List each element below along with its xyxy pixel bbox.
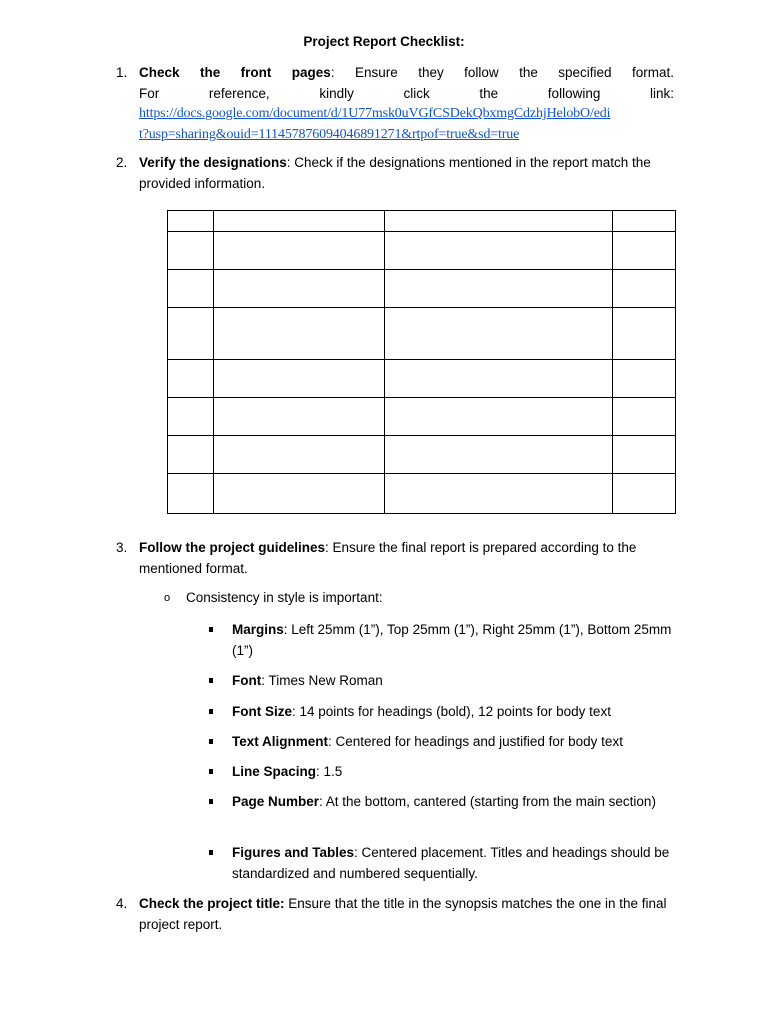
reference-link-continued[interactable]: t?usp=sharing&ouid=111457876094046891271&rtpof=true&sd=true [139,126,520,142]
item-text: : Ensure the final report is prepared according to the mentioned format. [139,540,637,576]
designations-table [167,210,676,514]
table-cell [385,436,613,474]
table-cell [385,308,613,360]
table-row [168,211,676,232]
square-bullet-icon [209,739,213,744]
table-cell [613,398,676,436]
sub-item-text: Consistency in style is important: [186,590,383,605]
table-cell [613,308,676,360]
square-bullet-icon [209,627,213,632]
bullet-text: : At the bottom, cantered (starting from the main section) [319,794,656,809]
square-bullet-icon [209,678,213,683]
table-cell [613,474,676,514]
table-cell [168,398,214,436]
table-cell [385,398,613,436]
bullet-text: : Centered placement. Titles and headings should be standardized and numbered sequentially. [232,845,670,881]
bullet-label: Text Alignment [232,734,329,749]
table-row [168,360,676,398]
item-number: 3. [116,540,128,555]
table-cell [385,232,613,270]
square-bullet-icon [209,769,213,774]
table-cell [613,232,676,270]
bullet-label: Figures and Tables [232,845,355,860]
item-heading: Follow the project guidelines [139,540,326,555]
table-cell [168,436,214,474]
table-cell [385,360,613,398]
table-cell [168,232,214,270]
table-cell [214,398,385,436]
bullet-text: : Left 25mm (1”), Top 25mm (1”), Right 25mm (1”), Bottom 25mm (1”) [232,622,672,658]
table-cell [214,360,385,398]
item-text: : Check if the designations mentioned in the report match the provided information. [139,155,651,191]
bullet-text: : 1.5 [316,764,343,779]
table-cell [168,270,214,308]
item-body [139,153,674,194]
table-cell [168,474,214,514]
table-cell [168,360,214,398]
table-cell [214,270,385,308]
table-row [168,232,676,270]
table-row [168,436,676,474]
bullet-label: Line Spacing [232,764,317,779]
bullet-text: : Centered for headings and justified for body text [328,734,623,749]
item-number: 1. [116,65,128,80]
item-body [139,538,674,579]
bullet-label: Page Number [232,794,320,809]
item-text: Ensure that the title in the synopsis matches the one in the final project report. [139,896,667,932]
table-row [168,398,676,436]
table-cell [214,232,385,270]
item-heading: Check the project title: [139,896,285,911]
table-cell [214,211,385,232]
item-1-line-1 [139,63,674,84]
item-number: 2. [116,155,128,170]
item-body [139,63,674,145]
table-cell [214,474,385,514]
table-cell [385,270,613,308]
table-cell [613,360,676,398]
bullet-label: Margins [232,622,284,637]
reference-link[interactable]: https://docs.google.com/document/d/1U77msk0uVGfCSDekQbxmgCdzhjHelobO/edi [139,106,611,121]
sub-item-marker: o [164,592,171,604]
bullet-label: Font [232,673,262,688]
page-title: Project Report Checklist: [303,34,465,49]
item-body [139,894,674,935]
table-cell [168,308,214,360]
table-cell [613,211,676,232]
square-bullet-icon [209,709,213,714]
table-row [168,308,676,360]
bullet-text: : 14 points for headings (bold), 12 points for body text [292,704,611,719]
table-row [168,474,676,514]
table-cell [613,270,676,308]
table-cell [214,436,385,474]
square-bullet-icon [209,850,213,855]
item-heading: Check the front pages [139,65,331,80]
item-heading: Verify the designations [139,155,287,170]
table-cell [613,436,676,474]
table-cell [385,211,613,232]
bullet-text: : Times New Roman [261,673,383,688]
table-cell [214,308,385,360]
table-row [168,270,676,308]
table-cell [385,474,613,514]
table-cell [168,211,214,232]
bullet-label: Font Size [232,704,292,719]
square-bullet-icon [209,799,213,804]
item-number: 4. [116,896,128,911]
item-1-line-2: For reference, kindly click the following link: [139,85,674,101]
item-text: : Ensure they follow the specified format. [330,65,674,80]
